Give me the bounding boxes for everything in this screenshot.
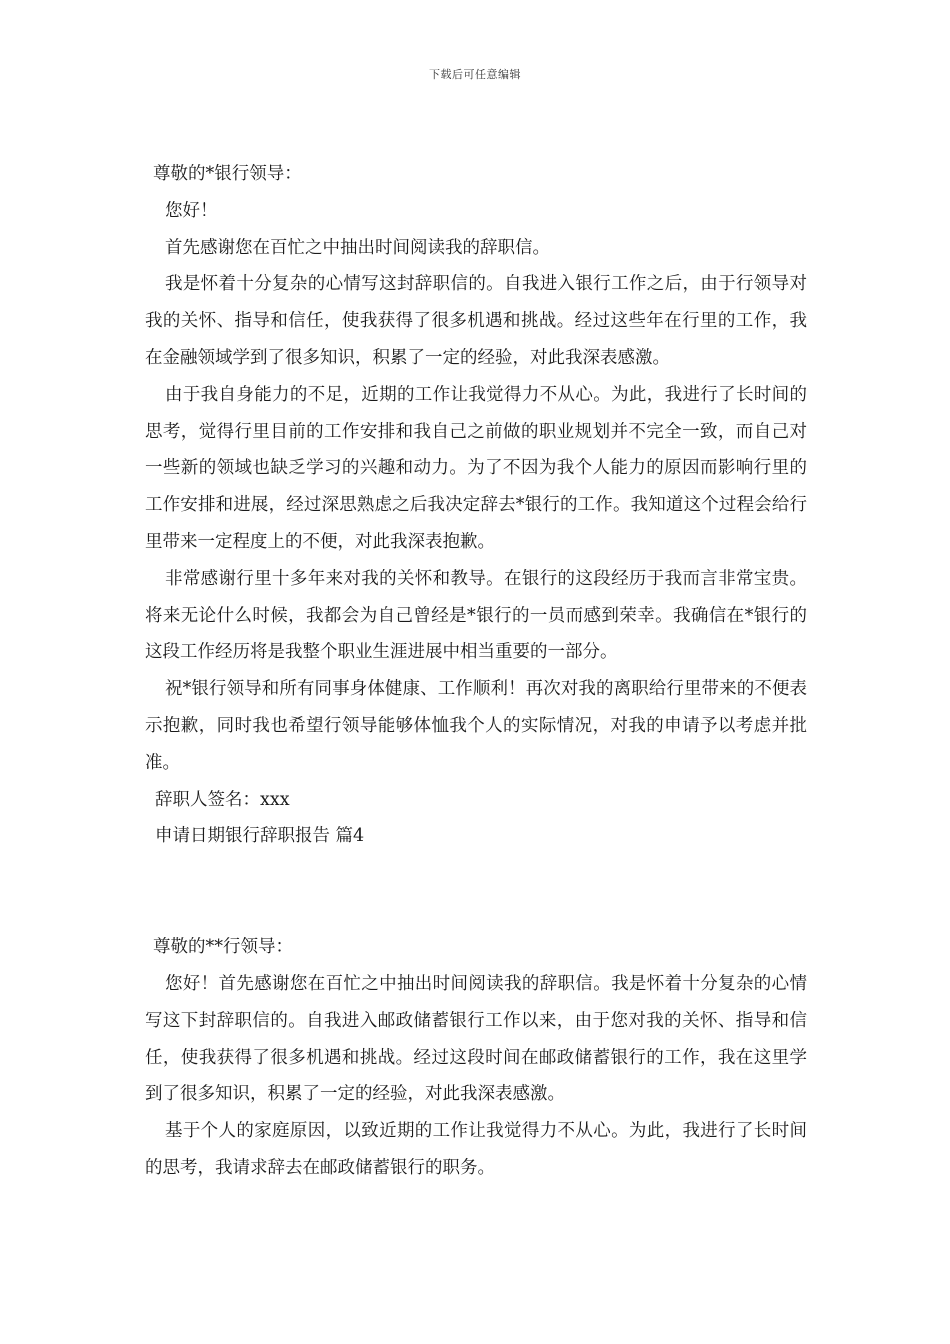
letter1-paragraph: 由于我自身能力的不足，近期的工作让我觉得力不从心。为此，我进行了长时间的思考，觉得行里目前的工作安排和我自己之前做的职业规划并不完全一致，而自己对一些新的领域也缺乏学习的兴趣和动力。为了不因为我个人能力的原因而影响行里的工作安排和进展，经过深思熟虑之后我决定辞去*银行的工作。我知道这个过程会给行里带来一定程度上的不便，对此我深表抱歉。 <box>145 384 807 552</box>
letter1-date-and-title: 申请日期银行辞职报告 篇4 <box>155 826 365 847</box>
letter1-greeting: 您好！ <box>165 200 218 221</box>
letter1-paragraph: 非常感谢行里十多年来对我的关怀和教导。在银行的这段经历于我而言非常宝贵。将来无论什么时候，我都会为自己曾经是*银行的一员而感到荣幸。我确信在*银行的这段工作经历将是我整个职业生涯进展中相当重要的一部分。 <box>145 568 807 663</box>
letter2-paragraph: 基于个人的家庭原因，以致近期的工作让我觉得力不从心。为此，我进行了长时间的思考，我请求辞去在邮政储蓄银行的职务。 <box>145 1121 807 1178</box>
letter2-salutation: 尊敬的**行领导： <box>153 937 293 958</box>
letter1-salutation: 尊敬的*银行领导： <box>153 164 302 184</box>
header-note: 下载后可任意编辑 <box>429 68 521 81</box>
section-gap <box>145 855 807 929</box>
letter1-paragraph: 祝*银行领导和所有同事身体健康、工作顺利！再次对我的离职给行里带来的不便表示抱歉，同时我也希望行领导能够体恤我个人的实际情况，对我的申请予以考虑并批准。 <box>145 679 807 773</box>
document-body <box>145 156 807 1187</box>
letter2-paragraph: 您好！首先感谢您在百忙之中抽出时间阅读我的辞职信。我是怀着十分复杂的心情写这下封辞职信的。自我进入邮政储蓄银行工作以来，由于您对我的关怀、指导和信任，使我获得了很多机遇和挑战。经过这段时间在邮政储蓄银行的工作，我在这里学到了很多知识，积累了一定的经验，对此我深表感激。 <box>145 973 807 1105</box>
letter1-paragraph: 我是怀着十分复杂的心情写这封辞职信的。自我进入银行工作之后，由于行领导对我的关怀、指导和信任，使我获得了很多机遇和挑战。经过这些年在行里的工作，我在金融领域学到了很多知识，积累了一定的经验，对此我深表感激。 <box>145 274 807 368</box>
letter1-signature: 辞职人签名：xxx <box>155 789 290 810</box>
letter1-paragraph: 首先感谢您在百忙之中抽出时间阅读我的辞职信。 <box>165 237 550 258</box>
